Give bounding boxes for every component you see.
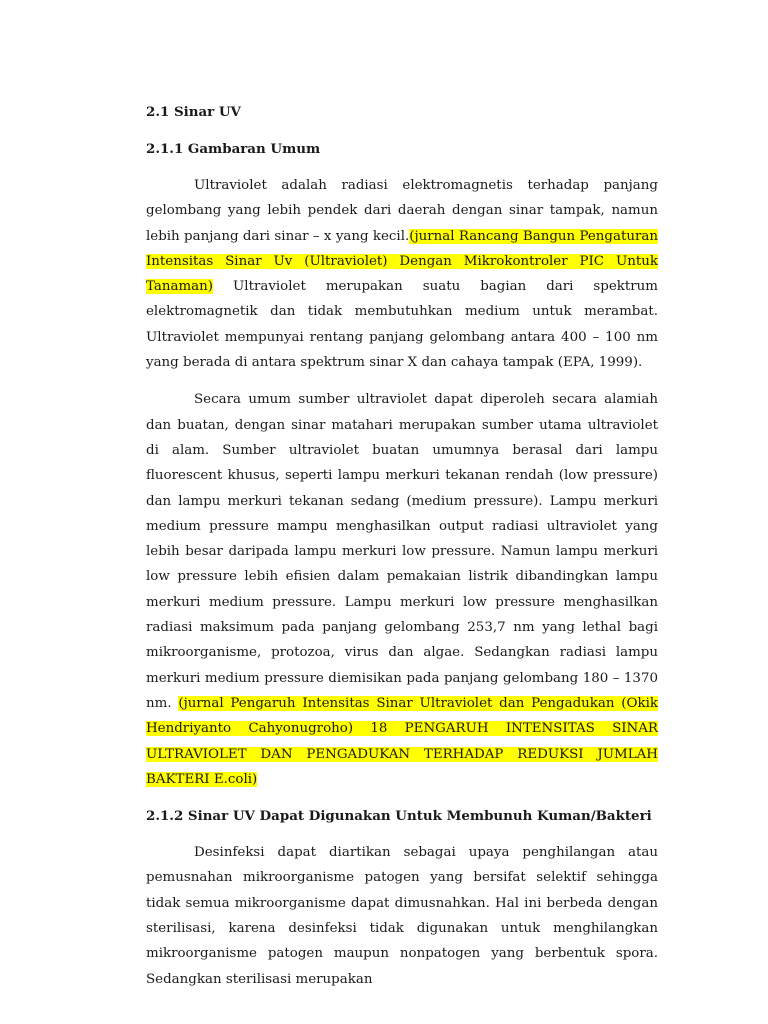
paragraph-text: Desinfeksi dapat diartikan sebagai upaya penghilangan atau pemusnahan mikroorganisme patogen yang bersifat selektif sehingga tidak semua mikroorganisme dapat dimusnahkan. Hal ini berbeda dengan sterilisasi, karena desinfeksi tidak digunakan untuk menghilangkan mikroorganisme patogen maupun nonpatogen yang berbentuk spora. Sedangkan sterilisasi merupakan bbox=[146, 845, 658, 987]
section-heading-2-1-1: 2.1.1 Gambaran Umum bbox=[146, 141, 321, 157]
paragraph-text: Ultraviolet merupakan suatu bagian dari spektrum elektromagnetik dan tidak membutuhkan medium untuk merambat. Ultraviolet mempunyai rentang panjang gelombang antara 400 – 100 nm yang berada di antara spektrum sinar X dan cahaya tampak (EPA, 1999). bbox=[146, 279, 658, 371]
paragraph-desinfeksi bbox=[146, 840, 658, 992]
highlighted-citation: (jurnal Rancang Bangun Pengaturan Intensitas Sinar Uv (Ultraviolet) Dengan Mikrokontroler PIC Untuk Tanaman) bbox=[146, 228, 658, 295]
paragraph-text: Ultraviolet adalah radiasi elektromagnetis terhadap panjang gelombang yang lebih pendek dari daerah dengan sinar tampak, namun lebih panjang dari sinar – x yang kecil. bbox=[146, 178, 658, 244]
paragraph-text: Secara umum sumber ultraviolet dapat diperoleh secara alamiah dan buatan, dengan sinar matahari merupakan sumber utama ultraviolet di alam. Sumber ultraviolet buatan umumnya berasal dari lampu fluorescent khusus, seperti lampu merkuri tekanan rendah (low pressure) dan lampu merkuri tekanan sedang (medium pressure). Lampu merkuri medium pressure mampu menghasilkan output radiasi ultraviolet yang lebih besar daripada lampu merkuri low pressure. Namun lampu merkuri low pressure lebih efisien dalam pemakaian listrik dibandingkan lampu merkuri medium pressure. Lampu merkuri low pressure menghasilkan radiasi maksimum pada panjang gelombang 253,7 nm yang lethal bagi mikroorganisme, protozoa, virus dan algae. Sedangkan radiasi lampu merkuri medium pressure diemisikan pada panjang gelombang 180 – 1370 nm. bbox=[146, 392, 658, 711]
paragraph-ultraviolet-definition bbox=[146, 173, 658, 375]
highlighted-citation: (jurnal Pengaruh Intensitas Sinar Ultraviolet dan Pengadukan (Okik Hendriyanto Cahyonugroho) 18 PENGARUH INTENSITAS SINAR ULTRAVIOLET DAN PENGADUKAN TERHADAP REDUKSI JUMLAH BAKTERI E.coli) bbox=[146, 695, 658, 787]
section-heading-2-1: 2.1 Sinar UV bbox=[146, 104, 241, 120]
document-page bbox=[146, 100, 658, 992]
section-heading-2-1-2: 2.1.2 Sinar UV Dapat Digunakan Untuk Membunuh Kuman/Bakteri bbox=[146, 808, 652, 825]
paragraph-ultraviolet-sources bbox=[146, 387, 658, 792]
